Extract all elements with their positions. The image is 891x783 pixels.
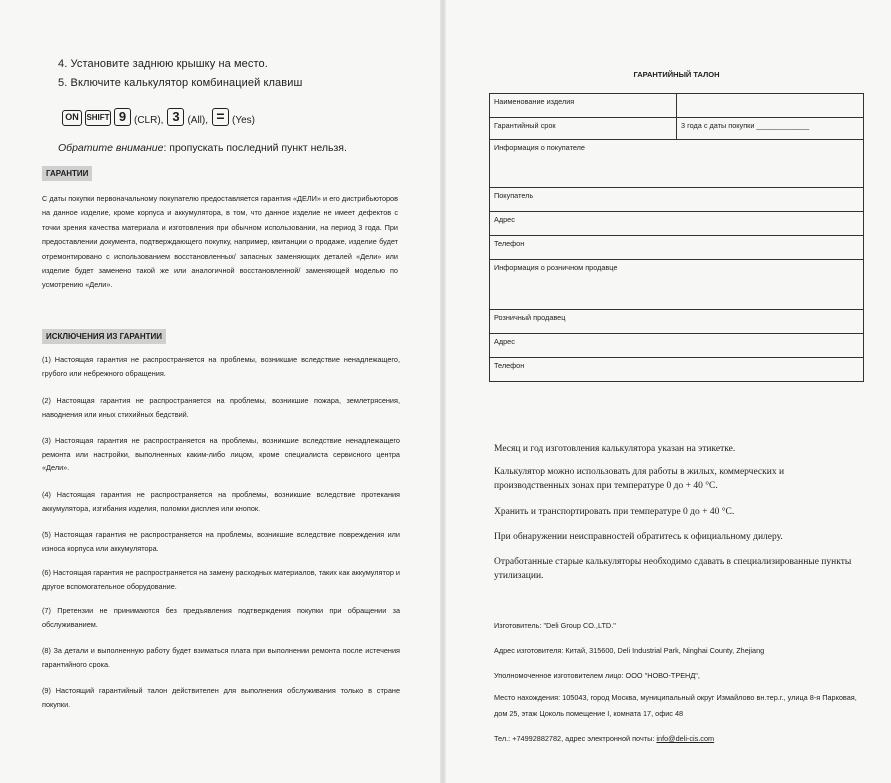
attention-text: : пропускать последний пункт нельзя. — [163, 142, 347, 154]
buyer-label: Покупатель — [490, 188, 864, 212]
authorized-person: Уполномоченное изготовителем лицо: ООО "НОВО-ТРЕНД", — [494, 671, 700, 680]
period-value: 3 года с даты покупки _____________ — [677, 118, 864, 140]
clr-label: (CLR), — [134, 115, 164, 126]
product-label: Наименование изделия — [490, 94, 677, 118]
equals-key: = — [212, 108, 229, 126]
retailer-info-label: Информация о розничном продавце — [490, 260, 864, 310]
card-title: ГАРАНТИЙНЫЙ ТАЛОН — [633, 70, 720, 79]
retailer-address-label: Адрес — [490, 334, 864, 358]
contact-line — [494, 730, 864, 748]
exclusion-item: (9) Настоящий гарантийный талон действителен для выполнения обслуживания только в стране покупки. — [42, 686, 400, 709]
exclusion-item: (8) За детали и выполненную работу будет взиматься плата при выполнении ремонта после истечения гарантийного срока. — [42, 646, 400, 669]
nine-key: 9 — [114, 108, 131, 126]
buyer-address-label: Адрес — [490, 212, 864, 236]
buyer-info-label: Информация о покупателе — [490, 140, 864, 188]
info-line: Отработанные старые калькуляторы необходимо сдавать в специализированные пункты утилизации. — [494, 557, 852, 581]
exclusions-heading: ИСКЛЮЧЕНИЯ ИЗ ГАРАНТИИ — [42, 329, 166, 344]
warranty-text: С даты покупки первоначальному покупателю предоставляется гарантия «ДЕЛИ» и его дистрибьюторов на данное изделие, кроме корпуса и аккумулятора, в том, что данное изделие не имеет дефектов с точки зрения качества материала и изготовления при обычном использовании, на период 3 года. При предоставлении документа, подтверждающего покупку, например, квитанции о продаже, изделие будет отремонтировано с использованием восстановленных/ запасных заменяющих деталей «Дели» или изделие будет заменено такой же или аналогичной восстановленной/ заменяющей моделью по усмотрению «Дели». — [42, 194, 398, 290]
email-link[interactable]: info@deli-cis.com — [656, 734, 715, 743]
manufacturer-address: Адрес изготовителя: Китай, 315600, Deli Industrial Park, Ninghai County, Zhejiang — [494, 646, 765, 655]
exclusion-item: (5) Настоящая гарантия не распространяется на проблемы, возникшие вследствие повреждения или износа корпуса или аккумулятора. — [42, 530, 400, 553]
attention-note — [58, 142, 347, 154]
exclusion-item: (4) Настоящая гарантия не распространяется на проблемы, возникшие вследствие протекания аккумулятора, изгибания изделия, поломки дисплея или кнопок. — [42, 490, 400, 513]
three-key: 3 — [167, 108, 184, 126]
product-value — [677, 94, 864, 118]
exclusion-item: (7) Претензии не принимаются без предъявления подтверждения покупки при обращении за обслуживанием. — [42, 606, 400, 629]
step-5: 5. Включите калькулятор комбинацией клавиш — [58, 77, 303, 89]
warranty-heading: ГАРАНТИИ — [42, 166, 92, 181]
shift-key: SHIFT — [85, 110, 111, 126]
retailer-label: Розничный продавец — [490, 310, 864, 334]
location: Место нахождения: 105043, город Москва, муниципальный округ Измайлово вн.тер.г., улица 8-я Парковая, дом 25, этаж Цоколь помещение I, комната 17, офис 48 — [494, 693, 857, 718]
attention-emphasis: Обратите внимание — [58, 142, 164, 154]
yes-label: (Yes) — [232, 115, 255, 126]
key-sequence — [62, 104, 259, 126]
contact-text: Тел.: +74992882782, адрес электронной почты: — [494, 734, 657, 743]
on-key: ON — [62, 110, 82, 126]
all-label: (All), — [187, 115, 209, 126]
exclusion-item: (2) Настоящая гарантия не распространяется на проблемы, возникшие пожара, землетрясения, наводнения или иных стихийных бедствий. — [42, 396, 400, 419]
info-line: Калькулятор можно использовать для работы в жилых, коммерческих и производственных зонах при температуре 0 до + 40 °С. — [494, 467, 785, 491]
info-line: Хранить и транспортировать при температуре 0 до + 40 °С. — [494, 507, 735, 517]
manufacturer: Изготовитель: "Deli Group CO.,LTD." — [494, 621, 616, 630]
retailer-phone-label: Телефон — [490, 358, 864, 382]
info-line: При обнаружении неисправностей обратитесь к официальному дилеру. — [494, 532, 783, 542]
buyer-phone-label: Телефон — [490, 236, 864, 260]
exclusion-item: (6) Настоящая гарантия не распространяется на замену расходных материалов, таких как аккумулятор и другое вспомогательное оборудование. — [42, 568, 400, 591]
page-fold — [440, 0, 446, 783]
warranty-card — [489, 93, 864, 382]
exclusion-item: (3) Настоящая гарантия не распространяется на проблемы, возникшие вследствие ненадлежащего ремонта или настройки, выполненных каким-либо лицом, кроме специалиста сервисного центра «Дели». — [42, 436, 400, 472]
period-label: Гарантийный срок — [490, 118, 677, 140]
info-line: Месяц и год изготовления калькулятора указан на этикетке. — [494, 444, 736, 454]
exclusion-item: (1) Настоящая гарантия не распространяется на проблемы, возникшие вследствие ненадлежащего, грубого или небрежного обращения. — [42, 355, 400, 378]
step-4: 4. Установите заднюю крышку на место. — [58, 58, 268, 70]
